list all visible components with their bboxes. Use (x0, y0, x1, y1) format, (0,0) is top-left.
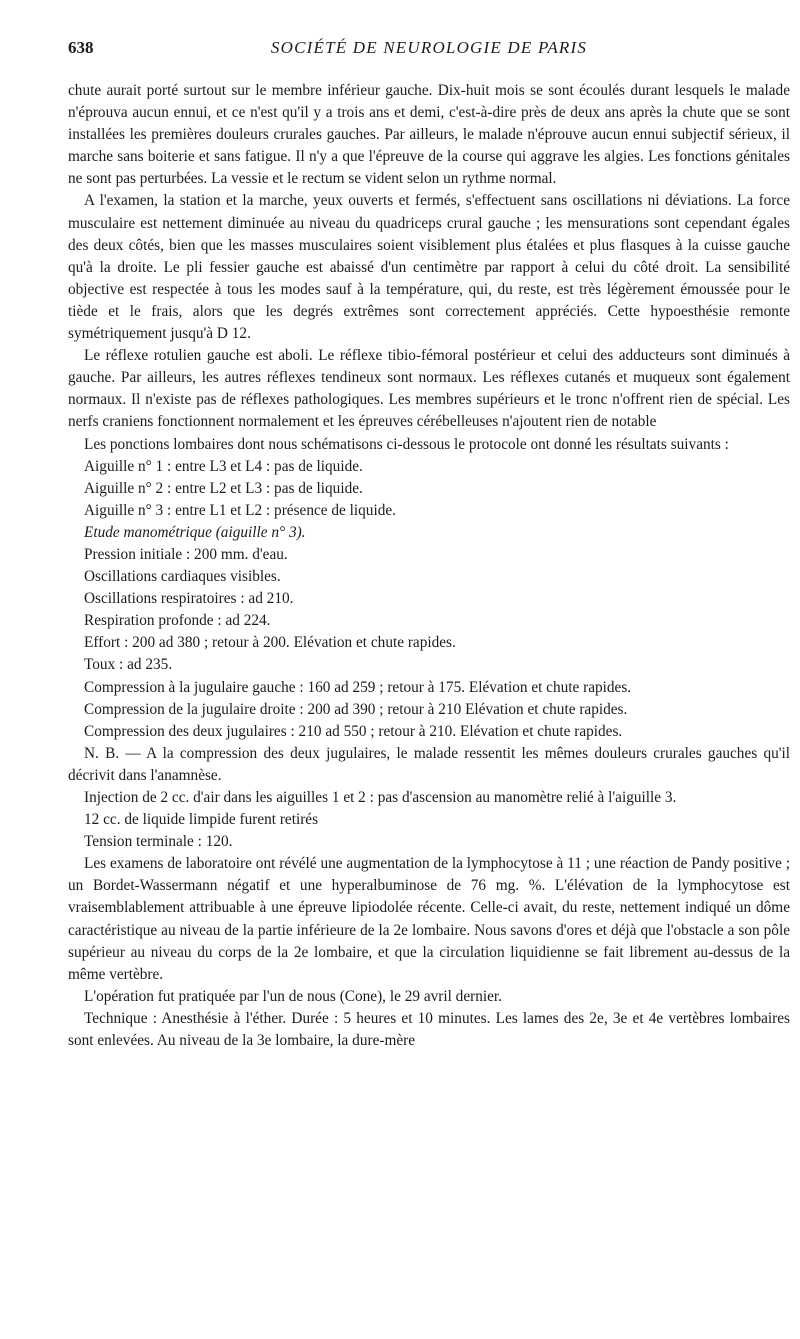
page-number: 638 (68, 38, 94, 57)
protocol-subheading: Etude manométrique (aiguille n° 3). (84, 523, 306, 541)
document-page (68, 38, 790, 1052)
protocol-line: Respiration profonde : ad 224. (84, 612, 271, 630)
paragraph: 12 cc. de liquide limpide furent retirés (84, 811, 319, 829)
paragraph: Le réflexe rotulien gauche est aboli. Le réflexe tibio-fémoral postérieur et celui des adducteurs sont diminués à gauche. Par ailleurs, les autres réflexes tendineux sont normaux. Les réflexes cutanés et muqueux sont également normaux. Il n'existe pas de réflexes pathologiques. Les membres supérieurs et le tronc n'offrent rien de spécial. Les nerfs craniens fonctionnent normalement et les épreuves cérébelleuses n'ajoutent rien de notable (68, 347, 790, 431)
paragraph: N. B. — A la compression des deux jugulaires, le malade ressentit les mêmes douleurs crurales gauches qu'il décrivit dans l'anamnèse. (68, 744, 790, 784)
paragraph: Les examens de laboratoire ont révélé une augmentation de la lymphocytose à 11 ; une réaction de Pandy positive ; un Bordet-Wassermann négatif et une hyperalbuminose de 76 mg. %. L'élévation de la lymphocytose est vraisemblablement attribuable à une épreuve lipiodolée récente. Celle-ci avait, du reste, nettement indiqué un dôme caractéristique au niveau de la partie inférieure de la 2e lombaire. Nous savons d'ores et déjà que l'obstacle a son pôle supérieur au niveau du corps de la 2e lombaire, et que la circulation liquidienne se fait librement au-dessus de la même vertèbre. (68, 855, 790, 983)
protocol-line: Compression de la jugulaire droite : 200 ad 390 ; retour à 210 Elévation et chute rapides. (84, 700, 628, 718)
protocol-line: Aiguille n° 3 : entre L1 et L2 : présence de liquide. (84, 501, 396, 519)
protocol-line: Aiguille n° 2 : entre L2 et L3 : pas de liquide. (84, 479, 363, 497)
protocol-line: Oscillations cardiaques visibles. (84, 568, 281, 586)
protocol-line: Aiguille n° 1 : entre L3 et L4 : pas de liquide. (84, 457, 363, 475)
paragraph: Technique : Anesthésie à l'éther. Durée : 5 heures et 10 minutes. Les lames des 2e, 3e et 4e vertèbres lombaires sont enlevées. Au niveau de la 3e lombaire, la dure-mère (68, 1009, 790, 1050)
protocol-line: Compression à la jugulaire gauche : 160 ad 259 ; retour à 175. Elévation et chute rapides. (84, 678, 632, 696)
paragraph: chute aurait porté surtout sur le membre inférieur gauche. Dix-huit mois se sont écoulés durant lesquels le malade n'éprouva aucun ennui, et ce n'est qu'il y a trois ans et demi, c'est-à-dire près de deux ans après la chute que se sont installées les premières douleurs crurales gauches. Par ailleurs, le malade n'éprouve aucun ennui subjectif sérieux, il marche sans boiterie et sans fatigue. Il n'y a que l'épreuve de la course qui aggrave les algies. Les fonctions génitales ne sont pas perturbées. La vessie et le rectum se vident selon un rythme normal. (68, 82, 790, 188)
protocol-line: Oscillations respiratoires : ad 210. (84, 590, 294, 608)
running-header (68, 38, 790, 60)
protocol-line: Effort : 200 ad 380 ; retour à 200. Elévation et chute rapides. (84, 634, 456, 652)
paragraph: Les ponctions lombaires dont nous schématisons ci-dessous le protocole ont donné les résultats suivants : (84, 435, 729, 453)
paragraph: A l'examen, la station et la marche, yeux ouverts et fermés, s'effectuent sans oscillations ni déviations. La force musculaire est nettement diminuée au niveau du quadriceps crural gauche ; les mensurations sont cependant égales des deux côtés, bien que les masses musculaires soient visiblement plus étalées et plus flasques à la cuisse gauche qu'à la droite. Le pli fessier gauche est abaissé d'un centimètre par rapport à celui du côté droit. La sensibilité objective est respectée à tous les modes sauf à la température, qui, du reste, est très légèrement émoussée pour le tiède et le frais, alors que les degrés extrêmes sont correctement appréciés. Cette hypoesthésie remonte symétriquement jusqu'à D 12. (68, 192, 790, 343)
paragraph: L'opération fut pratiquée par l'un de nous (Cone), le 29 avril dernier. (84, 987, 502, 1005)
protocol-line: Pression initiale : 200 mm. d'eau. (84, 545, 288, 563)
paragraph: Tension terminale : 120. (84, 833, 233, 851)
protocol-line: Toux : ad 235. (84, 656, 173, 674)
paragraph: Injection de 2 cc. d'air dans les aiguilles 1 et 2 : pas d'ascension au manomètre relié à l'aiguille 3. (84, 789, 677, 806)
journal-title: SOCIÉTÉ DE NEUROLOGIE DE PARIS (270, 38, 588, 57)
protocol-line: Compression des deux jugulaires : 210 ad 550 ; retour à 210. Elévation et chute rapides. (84, 722, 623, 740)
article-body (68, 80, 790, 1052)
